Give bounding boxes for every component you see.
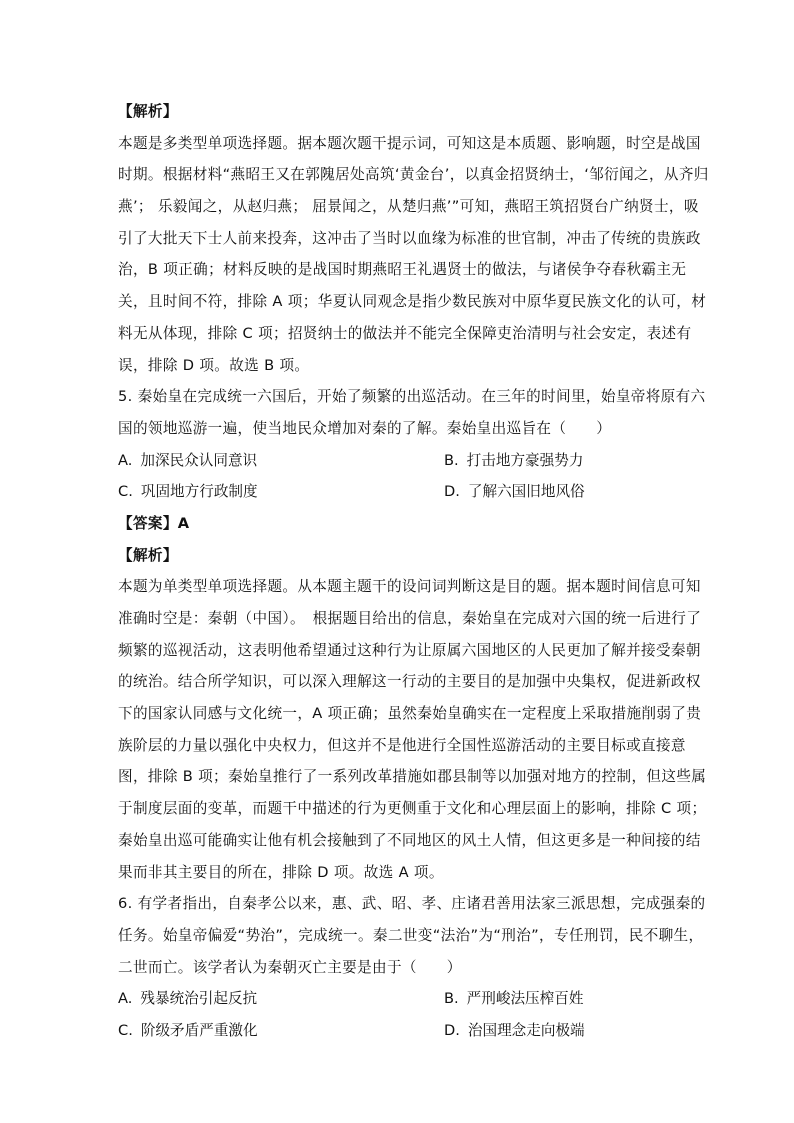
paragraph-line: 准确时空是：秦朝（中国）。 根据题目给出的信息，秦始皇在完成对六国的统一后进行了 [118, 610, 702, 627]
paragraph-line: 治，B 项正确；材料反映的是战国时期燕昭王礼遇贤士的做法，与诸侯争夺春秋霸主无 [118, 261, 687, 279]
option-letter: C. [118, 1021, 133, 1039]
paragraph-line: 秦始皇出巡可能确实让他有机会接触到了不同地区的风土人情，但这更多是一种间接的结 [118, 831, 701, 849]
question-5-stem: 5. 秦始皇在完成统一六国后，开始了频繁的出巡活动。在三年的时间里，始皇帝将原有六 [118, 388, 706, 406]
option-c [118, 1015, 258, 1047]
option-text: 阶级矛盾严重激化 [140, 1021, 258, 1039]
option-letter: D. [444, 483, 460, 501]
option-d [444, 476, 585, 508]
option-letter: A. [118, 451, 133, 469]
paragraph-line: 本题为单类型单项选择题。从本题主题干的设问词判断这是目的题。据本题时间信息可知 [118, 578, 701, 596]
option-letter: D. [444, 1021, 460, 1039]
option-letter: C. [118, 483, 133, 501]
question-5-stem: 国的领地巡游一遍，使当地民众增加对秦的了解。秦始皇出巡旨在（ ） [118, 419, 612, 437]
paragraph-line: 燕’； 乐毅闻之，从赵归燕； 屈景闻之，从楚归燕’”可知，燕昭王筑招贤台广纳贤士，吸 [118, 198, 699, 216]
question-6-options-row [118, 983, 678, 1015]
option-text: 打击地方豪强势力 [466, 451, 584, 469]
paragraph-line: 关，且时间不符，排除 A 项；华夏认同观念是指少数民族对中原华夏民族文化的认可，材 [118, 293, 707, 311]
paragraph-line: 下的国家认同感与文化统一，A 项正确；虽然秦始皇确实在一定程度上采取措施削弱了贵 [118, 705, 702, 723]
paragraph-line: 本题是多类型单项选择题。据本题次题干提示词，可知这是本质题、影响题，时空是战国 [118, 134, 701, 152]
option-text: 严刑峻法压榨百姓 [466, 990, 584, 1008]
question-6-options-row [118, 1015, 678, 1047]
paragraph-line: 频繁的巡视活动，这表明他希望通过这种行为让原属六国地区的人民更加了解并接受秦朝 [118, 641, 701, 659]
paragraph-line: 果而非其主要目的所在，排除 D 项。故选 A 项。 [118, 863, 444, 881]
option-d [444, 1015, 585, 1047]
option-letter: B. [444, 451, 459, 469]
option-text: 了解六国旧地风俗 [467, 483, 585, 501]
paragraph-line: 误，排除 D 项。故选 B 项。 [118, 356, 310, 374]
question-5-options-row [118, 445, 678, 477]
option-text: 加深民众认同意识 [140, 451, 258, 469]
question-6-stem: 6. 有学者指出，自秦孝公以来，惠、武、昭、孝、庄诸君善用法家三派思想，完成强秦的 [118, 895, 706, 913]
question-6-stem: 二世而亡。该学者认为秦朝灭亡主要是由于（ ） [118, 958, 462, 976]
paragraph-line: 的统治。结合所学知识，可以深入理解这一行动的主要目的是加强中央集权，促进新政权 [118, 673, 701, 691]
option-letter: B. [444, 990, 459, 1008]
option-a [118, 445, 257, 477]
paragraph-line: 引了大批天下士人前来投奔，这冲击了当时以血缘为标准的世官制，冲击了传统的贵族政 [118, 229, 701, 247]
answer-label: 【答案】A [118, 514, 190, 532]
document-page [118, 96, 709, 1047]
paragraph-line: 图，排除 B 项；秦始皇推行了一系列改革措施如郡县制等以加强对地方的控制，但这些属 [118, 768, 707, 786]
option-c [118, 476, 258, 508]
analysis-heading: 【解析】 [118, 546, 178, 564]
option-text: 治国理念走向极端 [467, 1021, 585, 1039]
option-text: 巩固地方行政制度 [140, 483, 258, 501]
option-b [444, 445, 583, 477]
paragraph-line: 料无从体现，排除 C 项；招贤纳士的做法并不能完全保障吏治清明与社会安定，表述有 [118, 324, 692, 342]
paragraph-line: 时期。根据材料“燕昭王又在郭隗居处高筑‘黄金台’，以真金招贤纳士，‘邹衍闻之，从齐归 [118, 166, 709, 184]
analysis-heading: 【解析】 [118, 103, 178, 120]
option-letter: A. [118, 990, 133, 1008]
option-a [118, 983, 257, 1015]
option-b [444, 983, 583, 1015]
paragraph-line: 于制度层面的变革，而题干中描述的行为更侧重于文化和心理层面上的影响，排除 C 项； [118, 800, 707, 818]
question-5-options-row [118, 476, 678, 508]
paragraph-line: 族阶层的力量以强化中央权力，但这并不是他进行全国性巡游活动的主要目标或直接意 [118, 736, 686, 754]
question-6-stem: 任务。始皇帝偏爱“势治”，完成统一。秦二世变“法治”为“刑治”，专任刑罚，民不聊生， [118, 926, 704, 944]
option-text: 残暴统治引起反抗 [140, 990, 258, 1008]
